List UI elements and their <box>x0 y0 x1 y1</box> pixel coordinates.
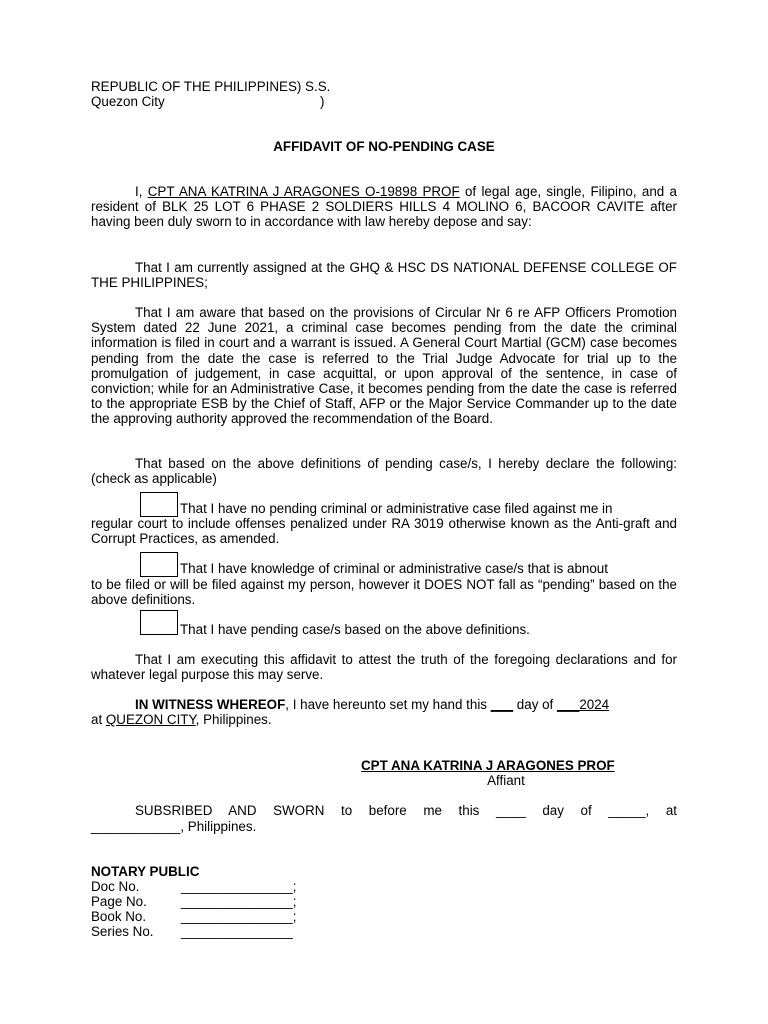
affiant-label: Affiant <box>487 773 525 788</box>
year-value: 2024 <box>579 697 610 712</box>
witness-at: at <box>91 712 106 727</box>
checkbox-knowledge-of-case[interactable] <box>140 552 178 577</box>
subscribed-line1: SUBSRIBED AND SWORN to before me this ____ day of _____, at <box>135 803 677 818</box>
month-blank: ___ <box>557 697 580 712</box>
notary-heading: NOTARY PUBLIC <box>91 864 200 879</box>
checkbox-pending-case[interactable] <box>140 610 178 635</box>
doc-no-label: Doc No. <box>91 879 140 894</box>
executing-paragraph: That I am executing this affidavit to attest the truth of the foregoing declarations and for whatever legal purpose this may serve. <box>91 652 677 683</box>
page-no-field[interactable]: _______________; <box>181 894 297 909</box>
subscribed-line2: ____________, Philippines. <box>91 819 257 834</box>
witness-line <box>135 697 609 712</box>
book-no-field[interactable]: _______________; <box>181 909 297 924</box>
month-year-field <box>557 697 609 712</box>
awareness-paragraph: That I am aware that based on the provisions of Circular Nr 6 re AFP Officers Promotion System dated 22 June 2021, a criminal case becomes pending from the date the criminal information is filed in court and a warrant is issued. A General Court Martial (GCM) case becomes pending from the date the case is referred to the Trial Judge Advocate for trial up to the promulgation of judgement, in case acquittal, or upon approval of the sentence, in case of conviction; while for an Administrative Case, it becomes pending from the date the case is referred to the appropriate ESB by the Chief of Staff, AFP or the Major Service Commander up to the date the approving authority approved the recommendation of the Board. <box>91 305 677 427</box>
intro-prefix: I, <box>135 184 148 199</box>
witness-text: , I have hereunto set my hand this <box>285 697 491 712</box>
city-line: Quezon City <box>91 94 165 109</box>
witness-day-of: day of <box>513 697 557 712</box>
option2-rest: to be filed or will be filed against my person, however it DOES NOT fall as “pending” based on the above definitions. <box>91 577 677 608</box>
witness-heading: IN WITNESS WHEREOF <box>135 697 286 712</box>
jurisdiction-line: REPUBLIC OF THE PHILIPPINES) S.S. <box>91 79 331 94</box>
book-no-label: Book No. <box>91 909 147 924</box>
option3-line: That I have pending case/s based on the above definitions. <box>180 622 530 637</box>
intro-paragraph <box>91 184 677 230</box>
declaration-paragraph: That based on the above definitions of pending case/s, I hereby declare the following: (check as applicable) <box>91 456 677 487</box>
witness-place: QUEZON CITY <box>105 712 196 727</box>
doc-no-field[interactable]: _______________; <box>181 879 297 894</box>
series-no-label: Series No. <box>91 924 154 939</box>
affiant-name: CPT ANA KATRINA J ARAGONES PROF <box>361 758 615 773</box>
document-title: AFFIDAVIT OF NO-PENDING CASE <box>273 139 495 154</box>
assignment-paragraph: That I am currently assigned at the GHQ & HSC DS NATIONAL DEFENSE COLLEGE OF THE PHILIPPINES; <box>91 260 677 291</box>
city-paren: ) <box>320 94 325 109</box>
option1-rest: regular court to include offenses penalized under RA 3019 otherwise known as the Anti-graft and Corrupt Practices, as amended. <box>91 516 677 547</box>
option1-first-line: That I have no pending criminal or administrative case filed against me in <box>180 501 613 516</box>
witness-country: , Philippines. <box>195 712 272 727</box>
option2-first-line: That I have knowledge of criminal or administrative case/s that is abnout <box>180 561 608 576</box>
affiant-name-id: CPT ANA KATRINA J ARAGONES O-19898 PROF <box>147 184 460 199</box>
page-no-label: Page No. <box>91 894 147 909</box>
series-no-field[interactable]: _______________ <box>181 924 293 939</box>
checkbox-no-pending[interactable] <box>140 492 178 517</box>
day-blank: ___ <box>490 697 514 712</box>
intro-rest: of legal age, single, Filipino, and a resident of BLK 25 LOT 6 PHASE 2 SOLDIERS HILLS 4 MOLINO 6, BACOOR CAVITE after having been duly sworn to in accordance with law hereby depose and say: <box>91 184 677 230</box>
witness-place-line <box>91 712 272 727</box>
